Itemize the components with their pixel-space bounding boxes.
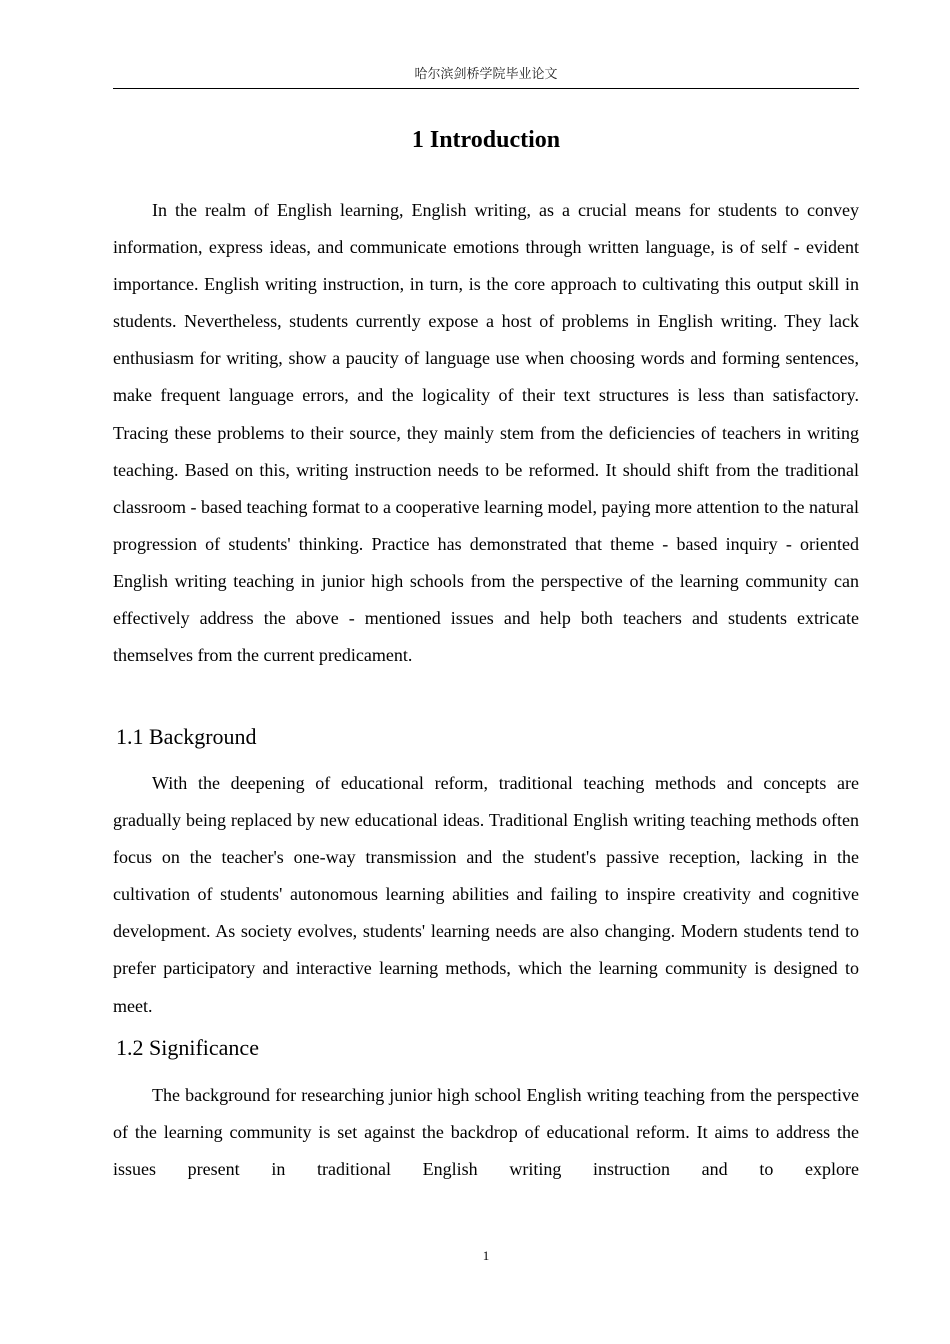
page-number: 1: [482, 1248, 490, 1263]
significance-paragraph: The background for researching junior high school English writing teaching from the perspective of the learning community is set against the backdrop of educational reform. It aims to address the issues present in traditional English writing instruction and to explore: [113, 1085, 859, 1180]
section-heading-background: 1.1 Background: [116, 724, 257, 749]
background-paragraph: With the deepening of educational reform, traditional teaching methods and concepts are gradually being replaced by new educational ideas. Traditional English writing teaching methods often focus on the teacher's one-way transmission and the student's passive reception, lacking in the cultivation of students' autonomous learning abilities and failing to inspire creativity and cognitive development. As society evolves, students' learning needs are also changing. Modern students tend to prefer participatory and interactive learning methods, which the learning community is designed to meet.: [113, 773, 859, 1016]
intro-paragraph: In the realm of English learning, English writing, as a crucial means for students to convey information, express ideas, and communicate emotions through written language, is of self - evident importance. English writing instruction, in turn, is the core approach to cultivating this output skill in students. Nevertheless, students currently expose a host of problems in English writing. They lack enthusiasm for writing, show a paucity of language use when choosing words and forming sentences, make frequent language errors, and the logicality of their text structures is less than satisfactory. Tracing these problems to their source, they mainly stem from the deficiencies of teachers in writing teaching. Based on this, writing instruction needs to be reformed. It should shift from the traditional classroom - based teaching format to a cooperative learning model, paying more attention to the natural progression of students' thinking. Practice has demonstrated that theme - based inquiry - oriented English writing teaching in junior high schools from the perspective of the learning community can effectively address the above - mentioned issues and help both teachers and students extricate themselves from the current predicament.: [113, 200, 859, 666]
section-heading-significance: 1.2 Significance: [116, 1035, 259, 1060]
running-header: 哈尔滨剑桥学院毕业论文: [414, 67, 558, 82]
header-rule: [113, 88, 859, 89]
chapter-title: 1 Introduction: [411, 127, 561, 153]
